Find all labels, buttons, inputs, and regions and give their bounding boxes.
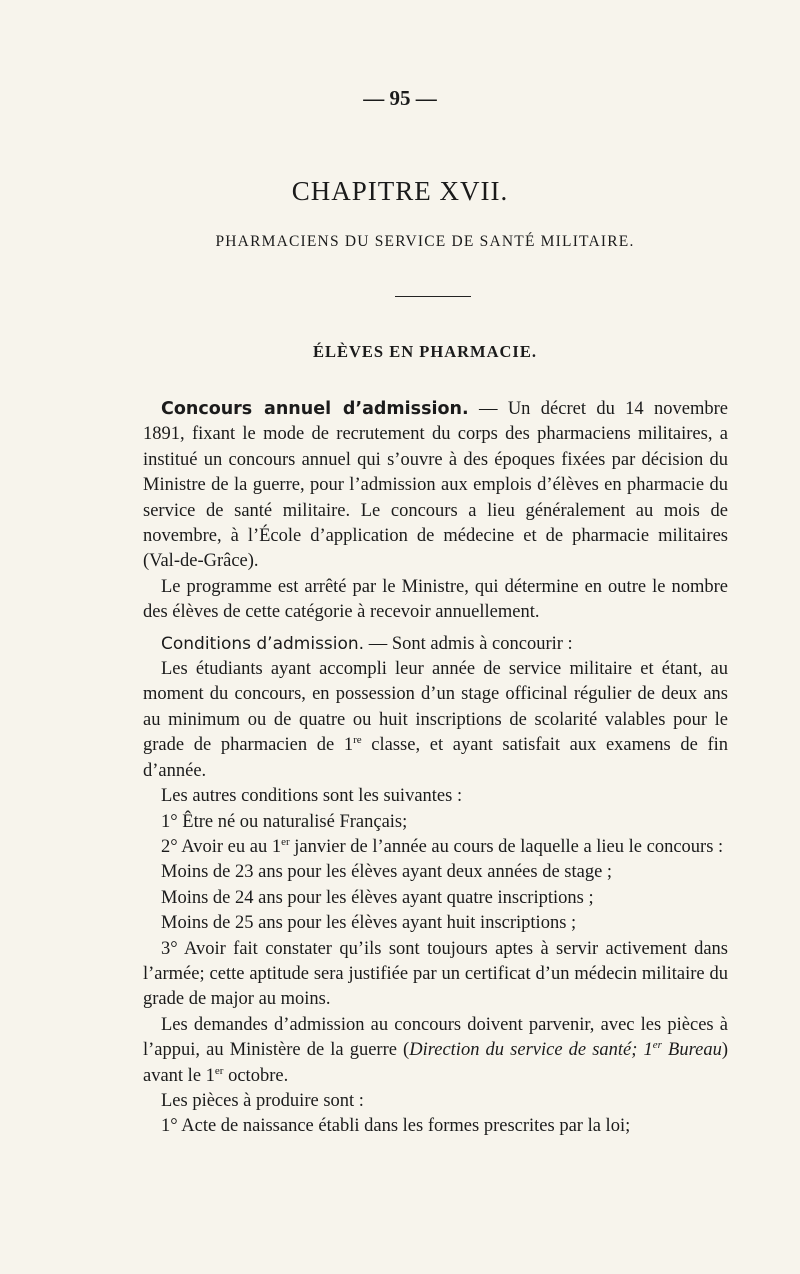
text-run: octobre.: [223, 1065, 289, 1086]
list-item: 3° Avoir fait constater qu’ils sont toujours aptes à servir activement dans l’armée; cette aptitude sera justifiée par un certificat d’un médecin militaire du grade de major au moins.: [143, 938, 728, 1010]
text-run: Direction du service de santé; 1: [409, 1040, 653, 1061]
list-item: Moins de 24 ans pour les élèves ayant quatre inscriptions ;: [161, 887, 594, 908]
paragraph-demandes: [143, 1013, 728, 1089]
body-text: [143, 397, 728, 1140]
text-run: 2° Avoir eu au 1: [161, 836, 282, 857]
chapter-subtitle: PHARMACIENS DU SERVICE DE SANTÉ MILITAIRE.: [215, 233, 635, 250]
text-run: janvier de l’année au cours de laquelle a lieu le concours :: [289, 836, 724, 857]
paragraph-autres-conditions: Les autres conditions sont les suivantes :: [161, 786, 463, 807]
section-divider: [395, 296, 471, 297]
paragraph-concours: [143, 397, 728, 575]
paragraph-text: — Sont admis à concourir :: [364, 633, 573, 654]
superscript: re: [353, 734, 362, 747]
superscript: er: [214, 1064, 224, 1077]
list-item: [143, 835, 728, 860]
paragraph-text: — Un décret du 14 novembre 1891, fixant le mode de recrutement du corps des pharmaciens militaires, a institué un concours annuel qui s’ouvre à des époques fixées par décision du Ministre de la guerre, pour l’admission aux emplois d’élèves en pharmacie du service de santé militaire. Le concours a lieu généralement au mois de novembre, à l’École d’application de médecine et de pharmacie militaires (Val-de-Grâce).: [143, 399, 728, 572]
page-number: — 95 —: [363, 86, 437, 110]
list-item: Moins de 23 ans pour les élèves ayant deux années de stage ;: [161, 862, 613, 883]
text-run: Bureau: [661, 1040, 722, 1061]
superscript: er: [652, 1039, 662, 1051]
text-run: Les demandes d’admission au concours doivent parvenir, avec les pièces à l’appui, au Ministère de la guerre (: [143, 1014, 728, 1061]
paragraph-heading: Conditions d’admission.: [161, 633, 365, 654]
paragraph-etudiants: [143, 657, 728, 784]
paragraph-conditions: [143, 632, 728, 657]
section-title: ÉLÈVES EN PHARMACIE.: [313, 342, 537, 361]
superscript: er: [281, 835, 290, 848]
italic-run: [409, 1040, 722, 1060]
paragraph-programme: Le programme est arrêté par le Ministre, qui détermine en outre le nombre des élèves de cette catégorie à recevoir annuellement.: [143, 576, 728, 623]
text-run: Les étudiants ayant accompli leur année de service militaire et étant, au moment du concours, en possession d’un stage officinal régulier de deux ans au minimum ou de quatre ou huit inscriptions de scolarité valables pour le grade de pharmacien de 1: [143, 659, 728, 756]
paragraph-pieces: Les pièces à produire sont :: [161, 1090, 364, 1111]
text-run: classe, et ayant satisfait aux examens de fin d’année.: [143, 735, 728, 781]
paragraph-heading: Concours annuel d’admission.: [161, 399, 469, 419]
list-item: 1° Acte de naissance établi dans les formes prescrites par la loi;: [161, 1116, 631, 1137]
list-item: Moins de 25 ans pour les élèves ayant huit inscriptions ;: [161, 913, 577, 934]
text-run: ) avant le 1: [143, 1040, 729, 1086]
chapter-title: CHAPITRE XVII.: [291, 176, 509, 206]
list-item: 1° Être né ou naturalisé Français;: [161, 811, 408, 832]
